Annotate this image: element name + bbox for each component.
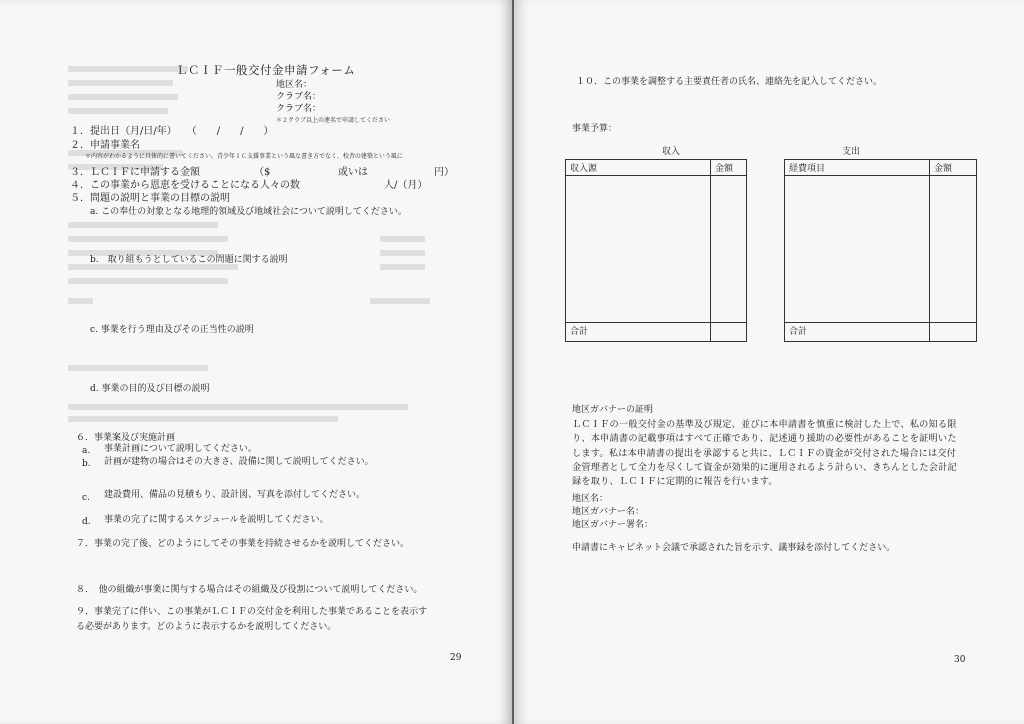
income-total-label: 合計 (566, 323, 711, 342)
q6d: 事業の完了に関するスケジュールを説明してください。 (104, 515, 329, 525)
income-amount-cell[interactable] (711, 176, 747, 323)
q3-yen: 円） (434, 167, 454, 178)
club-label-1: クラブ名： (276, 92, 322, 102)
q2-note: ＊内容がわかるように具体的に書いてください。青少年ＩＣ支援事業という風な書き方でなく、校舎の建築という風に (85, 153, 403, 160)
q5b: b. 取り組もうとしているこの問題に関する説明 (90, 255, 288, 265)
q6b: 計画が建物の場合はその大きさ、設備に関して説明してください。 (104, 457, 374, 467)
q6-plan: ６．事業案及び実施計画 (76, 433, 176, 443)
q5c: c. 事業を行う理由及びその正当性の説明 (90, 325, 254, 335)
income-amount-header: 金額 (711, 160, 747, 176)
q9-line-1: ９．事業完了に伴い、この事業がＬＣＩＦの交付金を利用した事業であることを表示す (76, 607, 428, 617)
governor-signature-label: 地区ガバナー署名： (572, 520, 654, 530)
expense-table (784, 159, 977, 342)
q3-grant-amount: ３．ＬＣＩＦに申請する金額 (70, 167, 200, 178)
club-label-2: クラブ名： (276, 104, 322, 114)
q6b-mark: b. (82, 459, 91, 469)
q5a: a. この奉仕の対象となる地理的領域及び地域社会について説明してください。 (90, 207, 407, 217)
q8-other-organizations: ８． 他の組織が事業に関与する場合はその組織及び役割について説明してください。 (76, 585, 423, 595)
q6a-mark: a. (82, 446, 91, 456)
budget-label: 事業予算： (572, 124, 618, 134)
page-number-left: 29 (450, 653, 462, 663)
q1-submission-date: １．提出日（月/日/年） （ / / ） (70, 126, 274, 137)
q6d-mark: d. (82, 517, 91, 527)
income-source-cell[interactable] (566, 176, 711, 323)
minutes-note: 申請書にキャビネット会議で承認された旨を示す、議事録を添付してください。 (572, 543, 896, 553)
expense-item-header: 経費項目 (785, 160, 930, 176)
q2-project-name: ２．申請事業名 (70, 140, 140, 151)
q5d: d. 事業の目的及び目標の説明 (90, 384, 210, 394)
q9-line-2: る必要があります。どのように表示するかを説明してください。 (76, 622, 337, 632)
q4-unit: 人/（月） (384, 180, 428, 191)
district-label: 地区名： (276, 80, 313, 90)
q6c: 建設費用、備品の見積もり、設計図、写真を添付してください。 (104, 490, 366, 500)
expense-total-cell[interactable] (930, 323, 977, 342)
q4-beneficiaries: ４．この事業から恩恵を受けることになる人々の数 (70, 180, 300, 191)
right-page (514, 0, 1024, 724)
q10-coordinator: １０．この事業を調整する主要責任者の氏名、連絡先を記入してください。 (576, 77, 883, 87)
page-number-right: 30 (954, 655, 966, 665)
governor-certification-text: ＬＣＩＦの一般交付金の基準及び規定、並びに本申請書を慎重に検討した上で、私の知る限り、本申請書の記載事項はすべて正確であり、記述通り援助の必要性があることを証明いたします。私は本申請書の提出を承認すると共に、ＬＣＩＦの資金が交付された場合には交付金管理者として全力を尽くして資金が効果的に運用されるよう計らい、きちんとした会計記録を取り、ＬＣＩＦに定期的に報告を行います。 (572, 419, 957, 487)
expense-total-label: 合計 (785, 323, 930, 342)
governor-certification-heading: 地区ガバナーの証明 (572, 405, 654, 415)
q7-sustainability: ７．事業の完了後、どのようにしてその事業を持続させるかを説明してください。 (76, 539, 410, 549)
q6c-mark: c. (82, 493, 90, 503)
income-heading: 収入 (662, 147, 681, 157)
expense-item-cell[interactable] (785, 176, 930, 323)
form-title: ＬＣＩＦ一般交付金申請フォーム (176, 63, 356, 77)
expense-amount-header: 金額 (930, 160, 977, 176)
expense-heading: 支出 (842, 147, 861, 157)
district-name-label: 地区名： (572, 494, 609, 504)
q5-problem-description: ５．問題の説明と事業の目標の説明 (70, 193, 230, 204)
club-note: ＊２クラブ以上の連名で申請してください (276, 117, 391, 124)
q3-dollar: （$ (254, 167, 271, 178)
income-source-header: 収入源 (566, 160, 711, 176)
q3-or: 或いは (338, 167, 368, 178)
expense-amount-cell[interactable] (930, 176, 977, 323)
q6a: 事業計画について説明してください。 (104, 444, 257, 454)
income-total-cell[interactable] (711, 323, 747, 342)
governor-name-label: 地区ガバナー名： (572, 507, 645, 517)
income-table (565, 159, 747, 342)
